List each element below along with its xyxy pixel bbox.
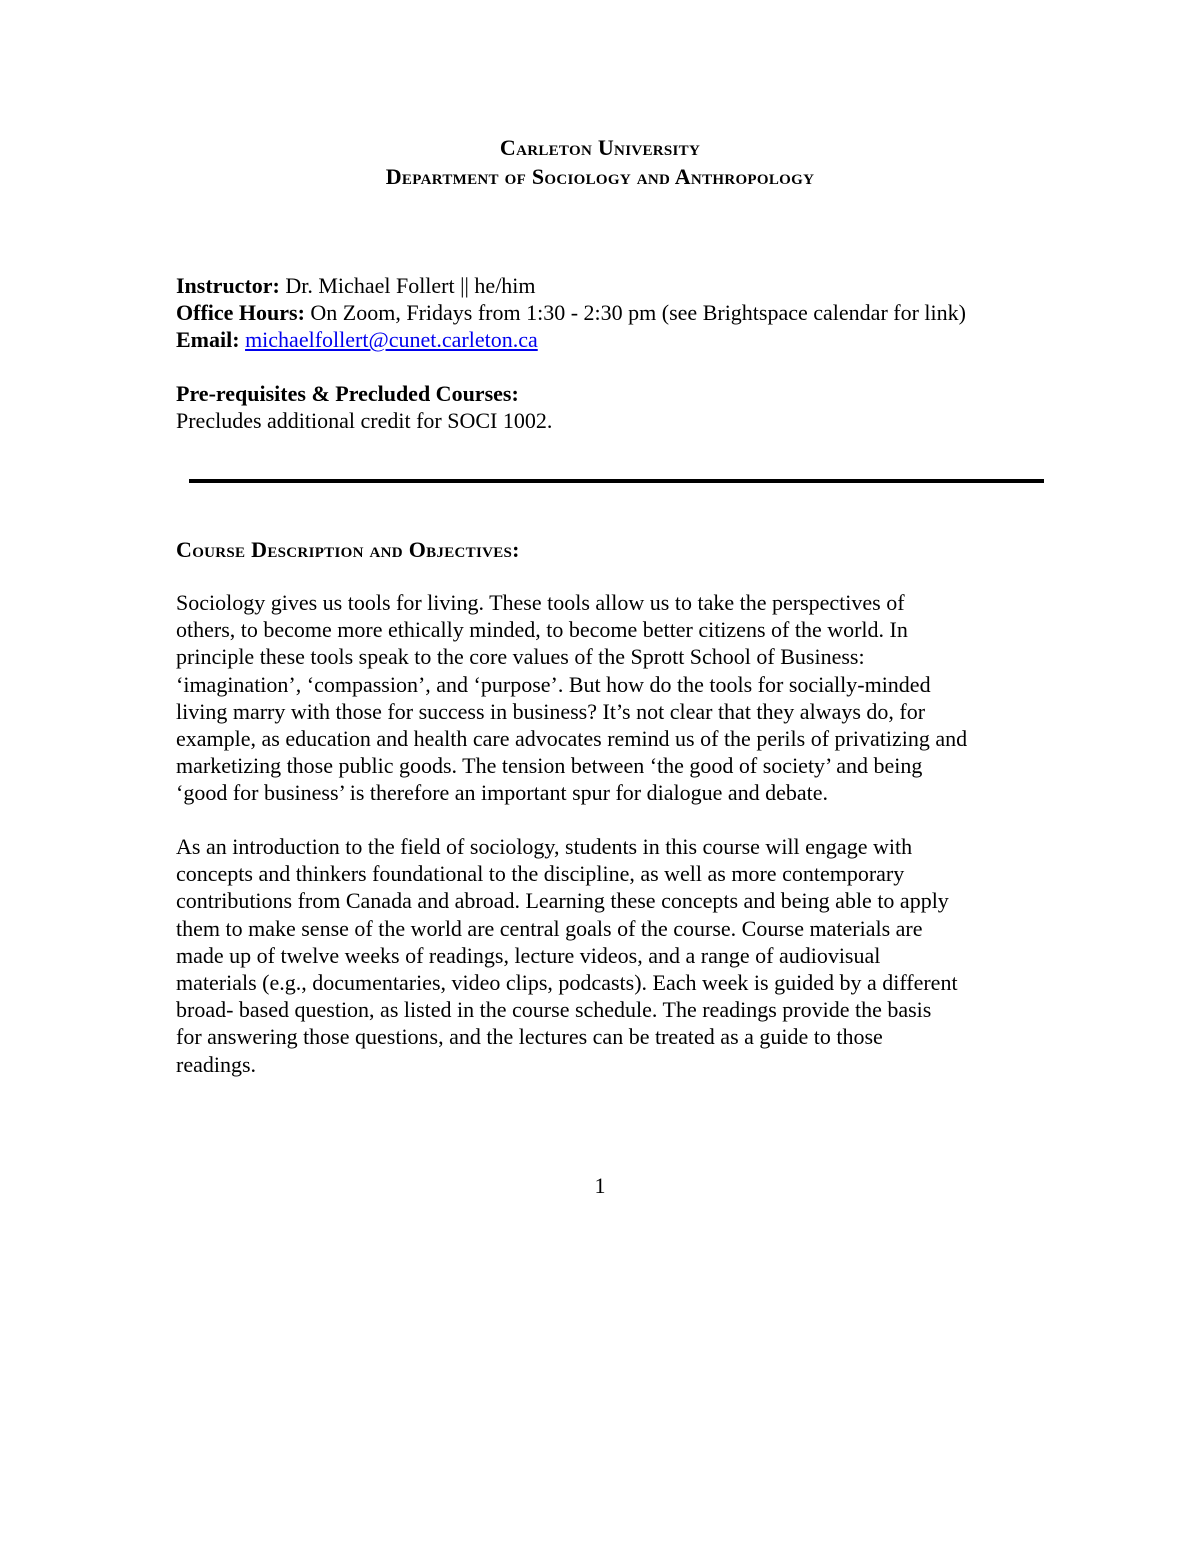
paragraph-line: example, as education and health care advocates remind us of the perils of privatizing and (176, 726, 968, 752)
university-name: Carleton University (499, 135, 701, 160)
office-hours-label: Office Hours: (176, 300, 305, 325)
paragraph-line: Sociology gives us tools for living. These tools allow us to take the perspectives of (176, 590, 905, 615)
email-link[interactable]: michaelfollert@cunet.carleton.ca (245, 327, 538, 352)
paragraph-line: contributions from Canada and abroad. Learning these concepts and being able to apply (176, 888, 949, 914)
paragraph-line: readings. (176, 1051, 257, 1077)
paragraph-line: made up of twelve weeks of readings, lecture videos, and a range of audiovisual (176, 942, 881, 968)
horizontal-rule (189, 479, 1044, 483)
email-label: Email: (176, 327, 240, 352)
paragraph-1 (176, 589, 1046, 807)
paragraph-line: As an introduction to the field of sociology, students in this course will engage with (176, 834, 913, 859)
instructor-line (176, 272, 536, 299)
office-hours-line (176, 299, 966, 326)
instructor-value: Dr. Michael Follert || he/him (279, 273, 536, 298)
email-line (176, 326, 538, 353)
paragraph-line: marketizing those public goods. The tension between ‘the good of society’ and being (176, 753, 923, 779)
paragraph-line: broad- based question, as listed in the course schedule. The readings provide the basis (176, 997, 932, 1023)
prereq-text: Precludes additional credit for SOCI 1002. (176, 408, 553, 433)
paragraph-line: concepts and thinkers foundational to the discipline, as well as more contemporary (176, 861, 905, 887)
paragraph-line: principle these tools speak to the core values of the Sprott School of Business: (176, 644, 865, 670)
department-name: Department of Sociology and Anthropology (385, 164, 815, 189)
paragraph-line: others, to become more ethically minded, to become better citizens of the world. In (176, 617, 908, 643)
prereq-heading (176, 380, 519, 407)
prereq-label: Pre-requisites & Precluded Courses: (176, 381, 519, 406)
paragraph-line: ‘good for business’ is therefore an important spur for dialogue and debate. (176, 780, 829, 806)
instructor-label: Instructor: (176, 273, 280, 298)
page-number: 1 (594, 1173, 606, 1198)
paragraph-line: for answering those questions, and the lectures can be treated as a guide to those (176, 1024, 883, 1050)
paragraph-line: ‘imagination’, ‘compassion’, and ‘purpose’. But how do the tools for socially-minded (176, 671, 931, 697)
paragraph-2 (176, 833, 1046, 1078)
section-heading: Course Description and Objectives: (176, 537, 520, 562)
paragraph-line: living marry with those for success in business? It’s not clear that they always do, for (176, 698, 926, 724)
office-hours-value: On Zoom, Fridays from 1:30 - 2:30 pm (see Brightspace calendar for link) (304, 300, 966, 325)
paragraph-line: materials (e.g., documentaries, video clips, podcasts). Each week is guided by a different (176, 970, 958, 996)
paragraph-line: them to make sense of the world are central goals of the course. Course materials are (176, 915, 923, 941)
